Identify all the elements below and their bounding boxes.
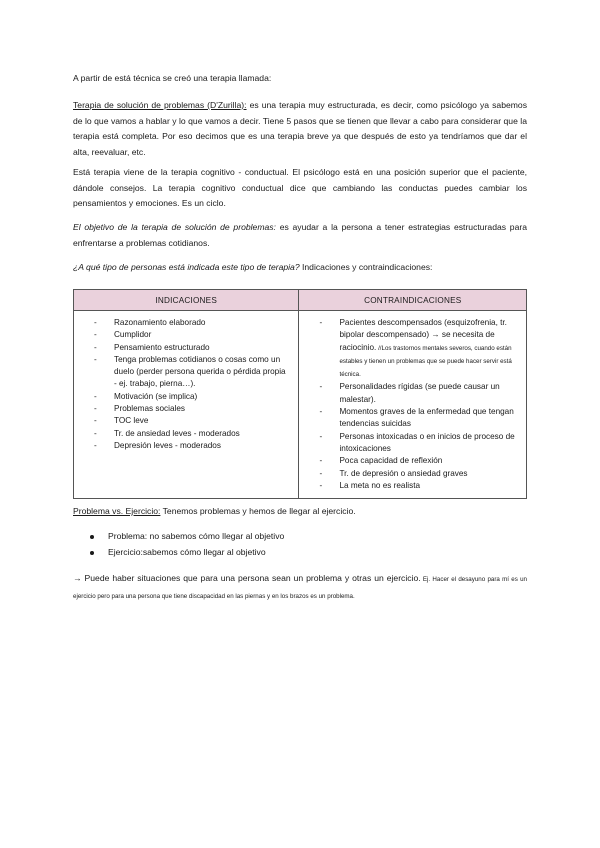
- list-item: - Poca capacidad de reflexión: [311, 455, 518, 467]
- list-item: - Tr. de depresión o ansiedad graves: [311, 468, 518, 480]
- list-item: - TOC leve: [86, 415, 290, 427]
- contra-first-note: //Los trastornos mentales severos, cuando están estables y tienen un problemas que se puede hacer servir está técnica.: [339, 344, 512, 379]
- list-item: Problema: no sabemos cómo llegar al objetivo: [88, 529, 508, 545]
- indications-question-text: Indicaciones y contraindicaciones:: [299, 262, 433, 272]
- list-item: - Personalidades rígidas (se puede causar un malestar).: [311, 381, 518, 406]
- list-item: - Problemas sociales: [86, 403, 290, 415]
- indications-table: [73, 289, 527, 499]
- header-indicaciones: INDICACIONES: [74, 290, 299, 311]
- list-item: - Pensamiento estructurado: [86, 342, 290, 354]
- list-item: - Depresión leves - moderados: [86, 440, 290, 452]
- list-item: - Momentos graves de la enfermedad que tengan tendencias suicidas: [311, 406, 518, 431]
- indicaciones-list: [86, 317, 290, 452]
- list-item: - Razonamiento elaborado: [86, 317, 290, 329]
- indications-question-paragraph: [73, 260, 527, 276]
- contraindicaciones-cell: [299, 311, 527, 499]
- list-item: Ejercicio:sabemos cómo llegar al objetivo: [88, 545, 508, 561]
- therapy-definition-text: es una terapia muy estructurada, es decir, como psicólogo ya sabemos de lo que vamos a hablar y lo que vamos a decir. Tiene 5 pasos que se tienen que llevar a cabo para considerar que la terapia está completa. Por eso decimos que es una terapia breve ya que después de esto ya tendríamos que dar el alta, reevaluar, etc.: [73, 100, 527, 157]
- list-item: - Motivación (se implica): [86, 391, 290, 403]
- list-item: [311, 317, 518, 381]
- header-contraindicaciones: CONTRAINDICACIONES: [299, 290, 527, 311]
- problem-vs-exercise-term: Problema vs. Ejercicio:: [73, 506, 161, 516]
- problem-vs-exercise-text: Tenemos problemas y hemos de llegar al ejercicio.: [160, 506, 356, 516]
- contraindicaciones-list: [311, 317, 518, 492]
- cognitive-behavioral-paragraph: Está terapia viene de la terapia cognitivo - conductual. El psicólogo está en una posición superior que el paciente, dándole consejos. La terapia cognitivo conductual dice que cambiando las conductas puedes cambiar los pensamientos y emociones. Es un ciclo.: [73, 167, 527, 209]
- intro-paragraph: A partir de está técnica se creó una terapia llamada:: [73, 73, 272, 83]
- list-item: - Tr. de ansiedad leves - moderados: [86, 428, 290, 440]
- problem-exercise-bullets: [88, 529, 508, 560]
- list-item: - La meta no es realista: [311, 480, 518, 492]
- objective-term: El objetivo de la terapia de solución de problemas:: [73, 222, 276, 232]
- list-item: - Personas intoxicadas o en inicios de proceso de intoxicaciones: [311, 431, 518, 456]
- situations-note: Ej. Hacer el desayuno para mí es un ejercicio pero para una persona que tiene discapacidad en las piernas y en los brazos es un problema.: [73, 576, 527, 600]
- contra-first-text: Pacientes descompensados (esquizofrenia, tr. bipolar descompensado) → se necesita de raciocinio.: [339, 318, 507, 352]
- indicaciones-cell: [74, 311, 299, 499]
- problem-vs-exercise-paragraph: [73, 504, 527, 520]
- objective-text: es ayudar a la persona a tener estrategias estructuradas para enfrentarse a problemas cotidianos.: [73, 222, 527, 248]
- objective-paragraph: [73, 220, 527, 251]
- therapy-term: Terapia de solución de problemas (D'Zurilla):: [73, 100, 247, 110]
- list-item: - Cumplidor: [86, 329, 290, 341]
- situations-text: → Puede haber situaciones que para una persona sean un problema y otras un ejercicio.: [73, 573, 421, 583]
- indications-question: ¿A qué tipo de personas está indicada este tipo de terapia?: [73, 262, 300, 272]
- list-item: - Tenga problemas cotidianos o cosas como un duelo (perder persona querida o pérdida propia - ej. trabajo, pierna…).: [86, 354, 290, 391]
- therapy-definition-paragraph: [73, 98, 527, 160]
- situations-paragraph: [73, 571, 527, 604]
